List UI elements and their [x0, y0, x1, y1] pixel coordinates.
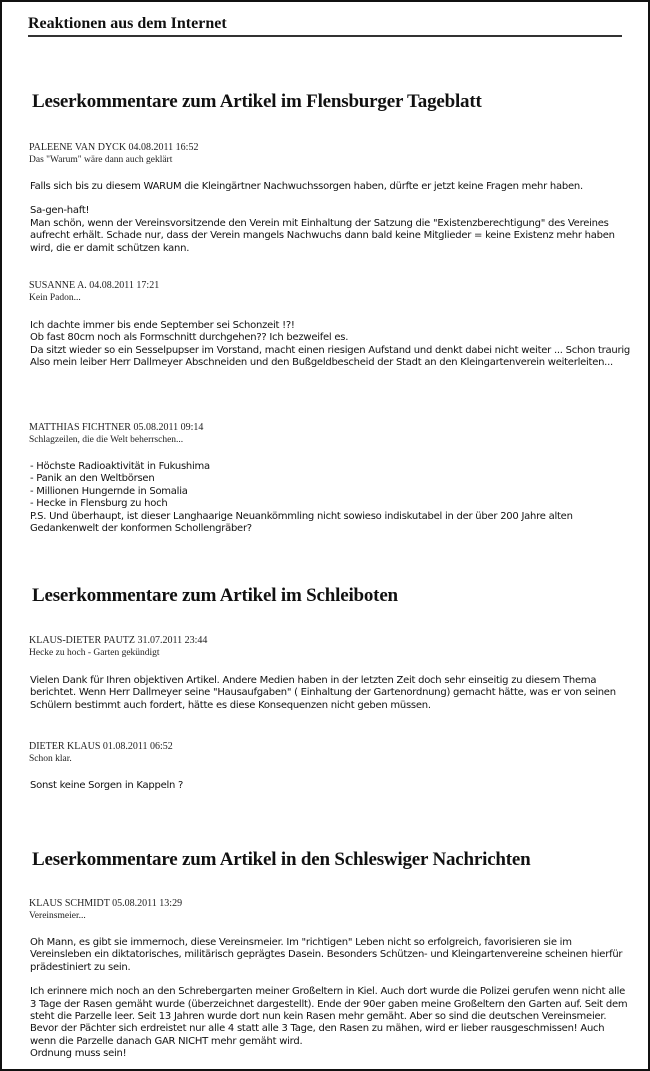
comment-header — [29, 421, 203, 447]
comment-subject: Kein Padon... — [29, 293, 81, 303]
comment-author-date: MATTHIAS FICHTNER 05.08.2011 09:14 — [29, 422, 204, 433]
comment-line: Also mein leiber Herr Dallmeyer Abschneiden und den Bußgeldbescheid der Stadt an den Kleingartenverein weiterleiten... — [30, 357, 613, 369]
comment-body — [30, 461, 630, 535]
comment-author-date: KLAUS-DIETER PAUTZ 31.07.2011 23:44 — [29, 635, 208, 646]
comment-header — [29, 897, 182, 923]
comment-line: Ich dachte immer bis ende September sei Schonzeit !?! — [30, 320, 295, 331]
comment-header — [29, 279, 159, 305]
comment-body — [30, 181, 630, 255]
comment-header — [29, 634, 207, 660]
comment-body — [30, 937, 630, 1061]
comment-line: Ich erinnere mich noch an den Schrebergarten meiner Großeltern in Kiel. Auch dort wurde die Polizei gerufen wenn nicht alle 3 Tage der Rasen gemäht wurde (überzeichnet dargestellt). Ende der 90er gaben meine Großeltern den Garten auf. Seit dem steht die Parzelle leer. Seit 13 Jahren wurde dort nun kein Rasen mehr gemäht. Aber so sind die deutschen Vereinsmeier. Bevor der Pächter sich erdreistet nur alle 4 statt alle 3 Tage, den Rasen zu mähen, wird er lieber rausgeschmissen! Auch wenn die Parzelle danach GAR NICHT mehr gemäht wird. — [30, 986, 628, 1047]
comment-subject: Schlagzeilen, die die Welt beherrschen... — [29, 435, 184, 445]
comment-line: Falls sich bis zu diesem WARUM die Kleingärtner Nachwuchssorgen haben, dürfte er jetzt keine Fragen mehr haben. — [30, 181, 583, 192]
comment-line: P.S. Und überhaupt, ist dieser Langhaarige Neuankömmling nicht sowieso indiskutabel in der über 200 Jahre alten Gedankenwelt der konformen Schollengräber? — [30, 510, 573, 535]
comment-line: Man schön, wenn der Vereinsvorsitzende den Verein mit Einhaltung der Satzung die "Existenzberechtigung" des Vereines aufrecht erhält. Schade nur, dass der Verein mangels Nachwuchs dann bald keine Mitglieder = keine Existenz mehr haben wird, die er damit schützen kann. — [30, 217, 615, 254]
section-heading-schleswiger-nachrichten: Leserkommentare zum Artikel in den Schleswiger Nachrichten — [32, 849, 531, 870]
comment-subject: Vereinsmeier... — [29, 911, 86, 921]
comment-body — [30, 675, 630, 712]
page-title: Reaktionen aus dem Internet — [28, 15, 622, 37]
comment-header — [29, 740, 173, 766]
section-heading-flensburger-tageblatt: Leserkommentare zum Artikel im Flensburger Tageblatt — [32, 91, 482, 112]
comment-author-date: SUSANNE A. 04.08.2011 17:21 — [29, 280, 160, 291]
comment-subject: Das "Warum" wäre dann auch geklärt — [29, 155, 173, 165]
comment-line: Sa-gen-haft! — [30, 205, 90, 217]
comment-author-date: DIETER KLAUS 01.08.2011 06:52 — [29, 741, 173, 752]
comment-header — [29, 141, 198, 167]
comment-author-date: PALEENE VAN DYCK 04.08.2011 16:52 — [29, 142, 199, 153]
comment-body — [30, 780, 630, 792]
comment-line: Da sitzt wieder so ein Sesselpupser im Vorstand, macht einen riesigen Aufstand und denkt dabei nicht weiter ... Schon traurig — [30, 344, 630, 356]
comment-line: - Hecke in Flensburg zu hoch — [30, 498, 168, 510]
comment-line: - Millionen Hungernde in Somalia — [30, 485, 188, 497]
comment-line: - Panik an den Weltbörsen — [30, 473, 155, 485]
comment-author-date: KLAUS SCHMIDT 05.08.2011 13:29 — [29, 898, 183, 909]
comment-line: Ob fast 80cm noch als Formschnitt durchgehen?? Ich bezweifel es. — [30, 332, 349, 344]
comment-line: - Höchste Radioaktivität in Fukushima — [30, 461, 210, 472]
section-heading-schleiboten: Leserkommentare zum Artikel im Schleiboten — [32, 585, 398, 606]
comment-body — [30, 320, 630, 370]
comment-line: Oh Mann, es gibt sie immernoch, diese Vereinsmeier. Im "richtigen" Leben nicht so erfolgreich, favorisieren sie im Vereinsleben ein diktatorisches, militärisch geprägtes Dasein. Besonders Schützen- und Kleingartenvereine scheinen hierfür prädestiniert zu sein. — [30, 937, 623, 973]
comment-line: Vielen Dank für Ihren objektiven Artikel. Andere Medien haben in der letzten Zeit doch sehr einseitig zu diesem Thema berichtet. Wenn Herr Dallmeyer seine "Hausaufgaben" ( Einhaltung der Gartenordnung) gemacht hätte, was er von seinen Schülern bestimmt auch fordert, hätte es diese Konsequenzen nicht geben müssen. — [30, 675, 616, 711]
comment-line: Ordnung muss sein! — [30, 1048, 127, 1060]
comment-subject: Hecke zu hoch - Garten gekündigt — [29, 648, 160, 658]
comment-subject: Schon klar. — [29, 754, 72, 764]
comment-line: Sonst keine Sorgen in Kappeln ? — [30, 780, 184, 791]
